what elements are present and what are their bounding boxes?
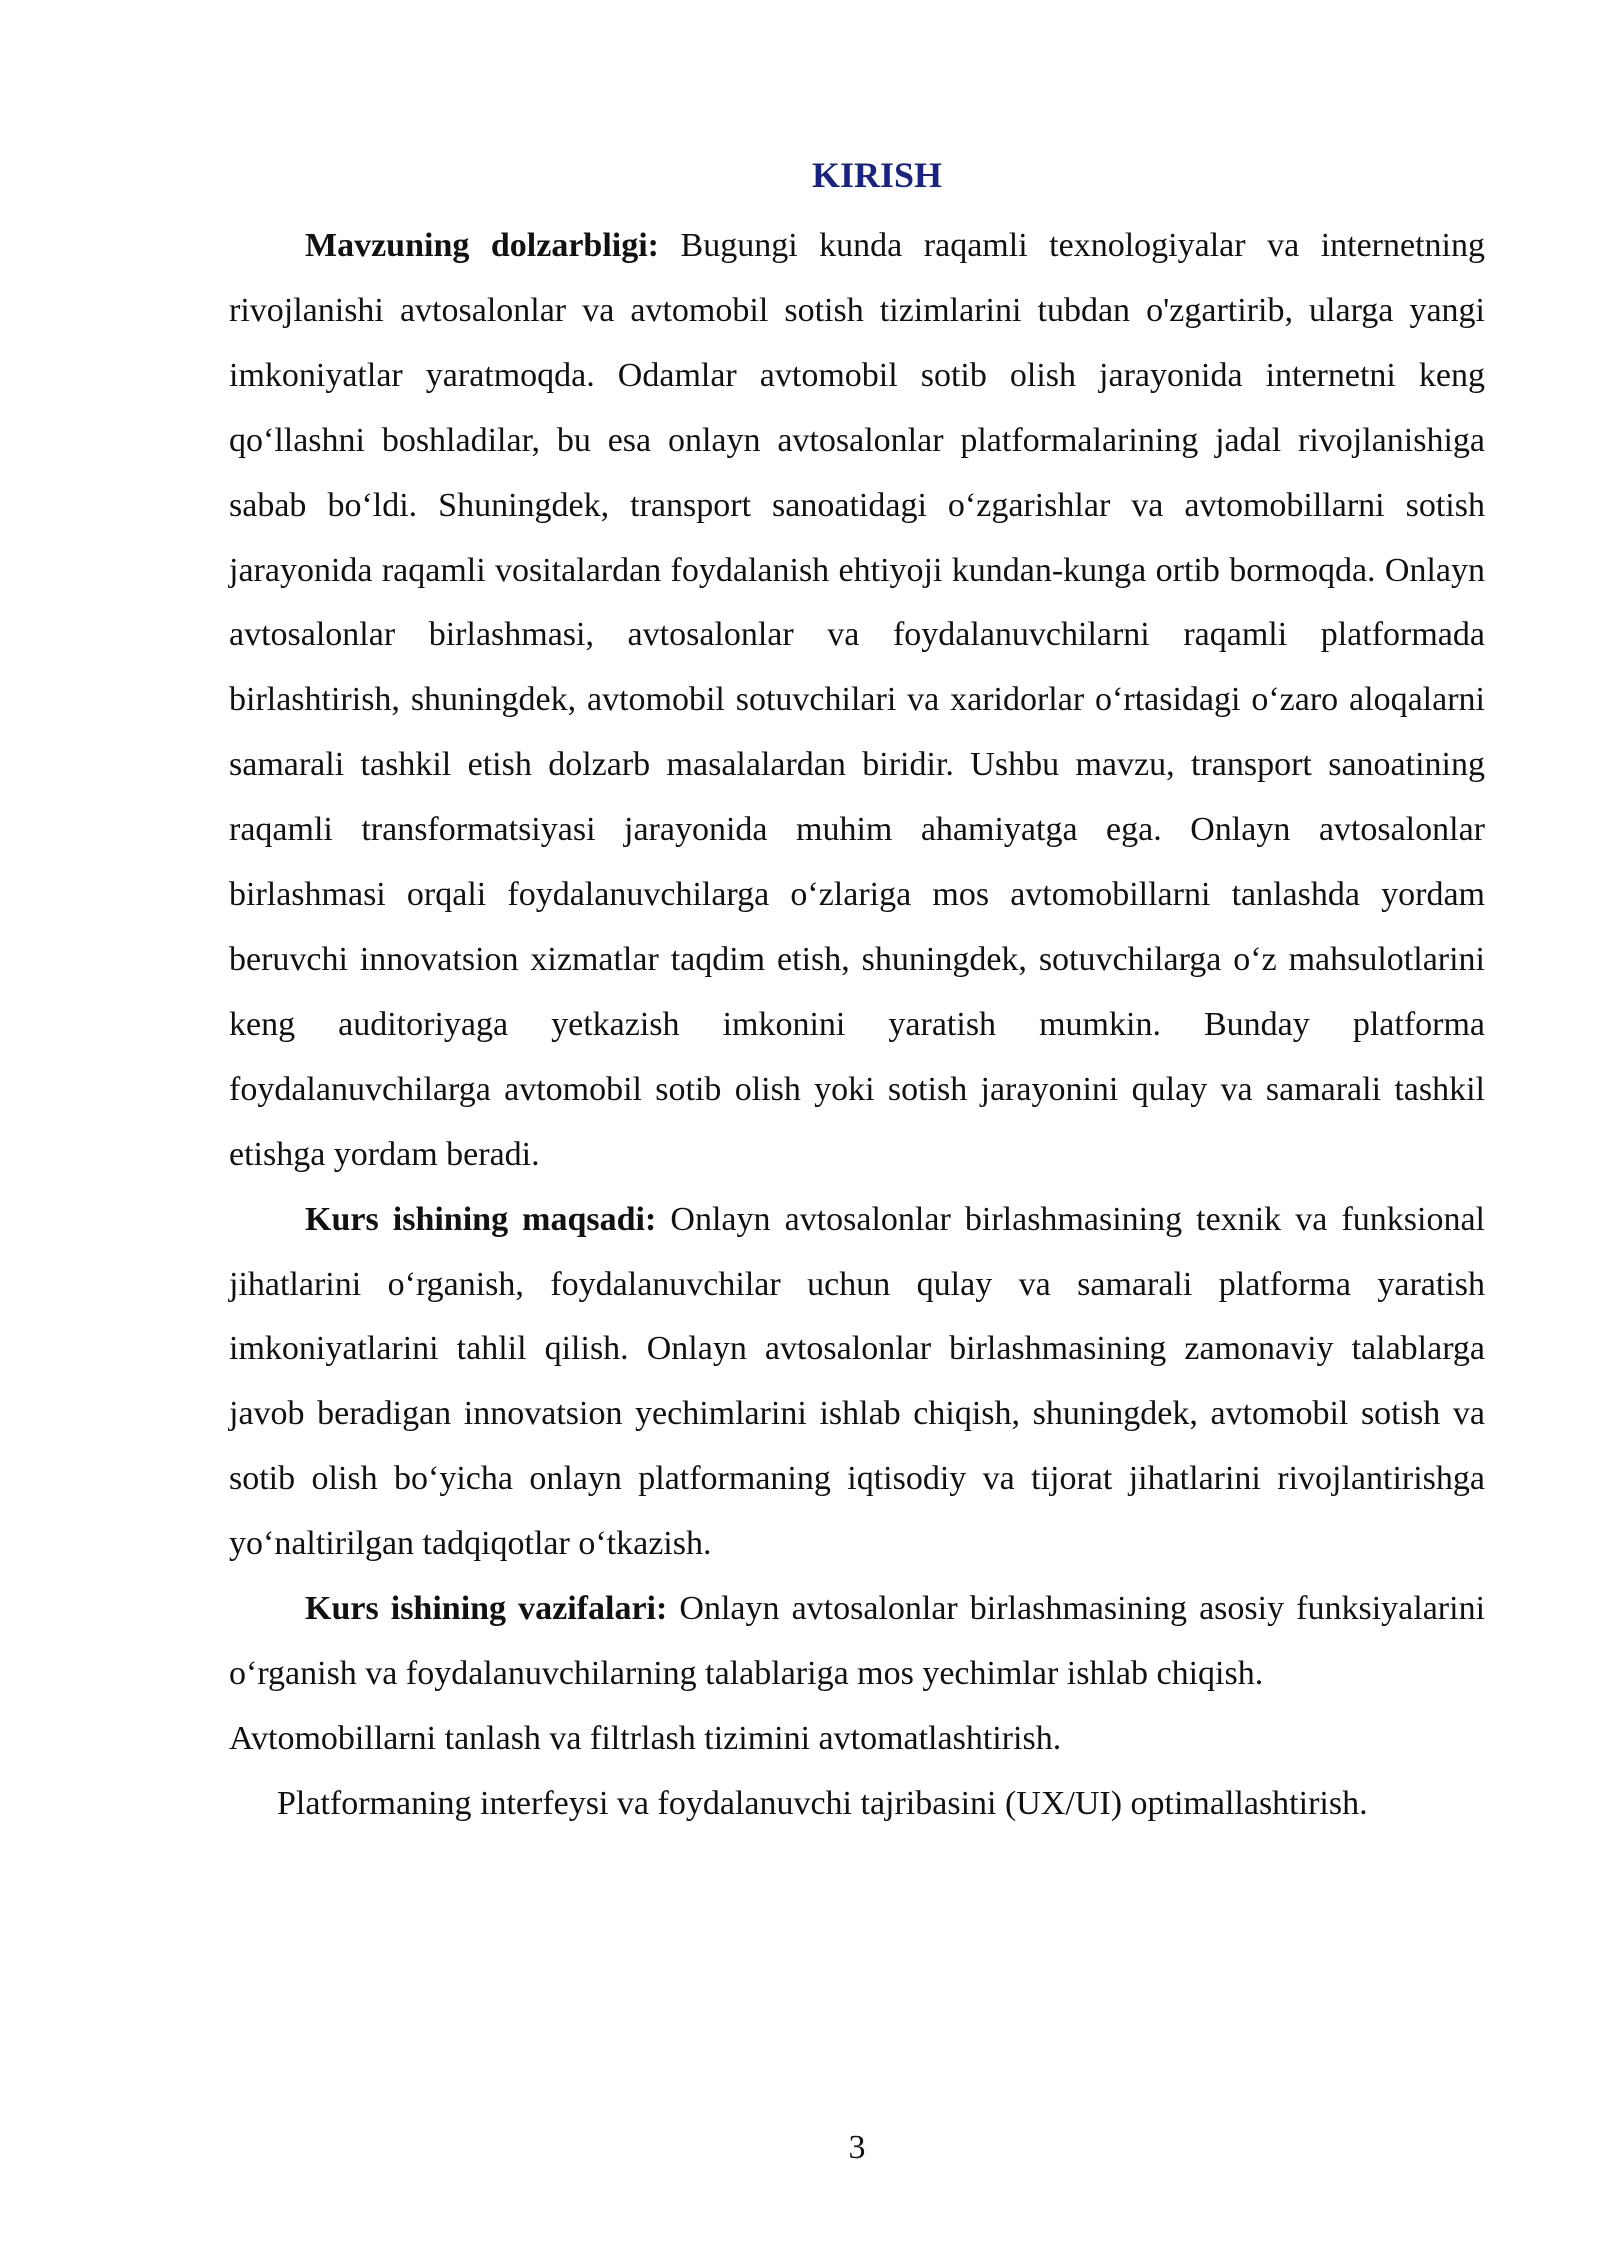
tasks-paragraph xyxy=(229,1577,1485,1707)
goal-paragraph xyxy=(229,1188,1485,1577)
task-line-filter: Avtomobillarni tanlash va filtrlash tizimini avtomatlashtirish. xyxy=(229,1719,1062,1757)
relevance-label: Mavzuning dolzarbligi: xyxy=(305,227,659,264)
goal-text: Onlayn avtosalonlar birlashmasining texnik va funksional jihatlarini o‘rganish, foydalanuvchilar uchun qulay va samarali platforma yaratish imkoniyatlarini tahlil qilish. Onlayn avtosalonlar birlashmasining zamonaviy talablarga javob beradigan innovatsion yechimlarini ishlab chiqish, shuningdek, avtomobil sotish va sotib olish bo‘yicha onlayn platformaning iqtisodiy va tijorat jihatlarini rivojlantirishga yo‘naltirilgan tadqiqotlar o‘tkazish. xyxy=(229,1200,1485,1563)
goal-label: Kurs ishining maqsadi: xyxy=(305,1200,657,1238)
tasks-label: Kurs ishining vazifalari: xyxy=(305,1590,668,1628)
task-line-ux: Platformaning interfeysi va foydalanuvchi tajribasini (UX/UI) optimallashtirish. xyxy=(277,1784,1368,1822)
relevance-text: Bugungi kunda raqamli texnologiyalar va internetning rivojlanishi avtosalonlar va avtomobil sotish tizimlarini tubdan o'zgartirib, ularga yangi imkoniyatlar yaratmoqda. Odamlar avtomobil sotib olish jarayonida internetni keng qo‘llashni boshladilar, bu esa onlayn avtosalonlar platformalarining jadal rivojlanishiga sabab bo‘ldi. Shuningdek, transport sanoatidagi o‘zgarishlar va avtomobillarni sotish jarayonida raqamli vositalardan foydalanish ehtiyoji kundan-kunga ortib bormoqda. Onlayn avtosalonlar birlashmasi, avtosalonlar va foydalanuvchilarni raqamli platformada birlashtirish, shuningdek, avtomobil sotuvchilari va xaridorlar o‘rtasidagi o‘zaro aloqalarni samarali tashkil etish dolzarb masalalardan biridir. Ushbu mavzu, transport sanoatining raqamli transformatsiyasi jarayonida muhim ahamiyatga ega. Onlayn avtosalonlar birlashmasi orqali foydalanuvchilarga o‘zlariga mos avtomobillarni tanlashda yordam beruvchi innovatsion xizmatlar taqdim etish, shuningdek, sotuvchilarga o‘z mahsulotlarini keng auditoriyaga yetkazish imkonini yaratish mumkin. Bunday platforma foydalanuvchilarga avtomobil sotib olish yoki sotish jarayonini qulay va samarali tashkil etishga yordam beradi. xyxy=(229,227,1485,1173)
section-heading: KIRISH xyxy=(811,155,943,195)
page-number: 3 xyxy=(848,2129,866,2166)
document-page xyxy=(229,150,1485,1837)
tasks-text: Onlayn avtosalonlar birlashmasining asosiy funksiyalarini o‘rganish va foydalanuvchilarning talablariga mos yechimlar ishlab chiqish. xyxy=(229,1590,1486,1692)
relevance-paragraph xyxy=(229,214,1485,1188)
